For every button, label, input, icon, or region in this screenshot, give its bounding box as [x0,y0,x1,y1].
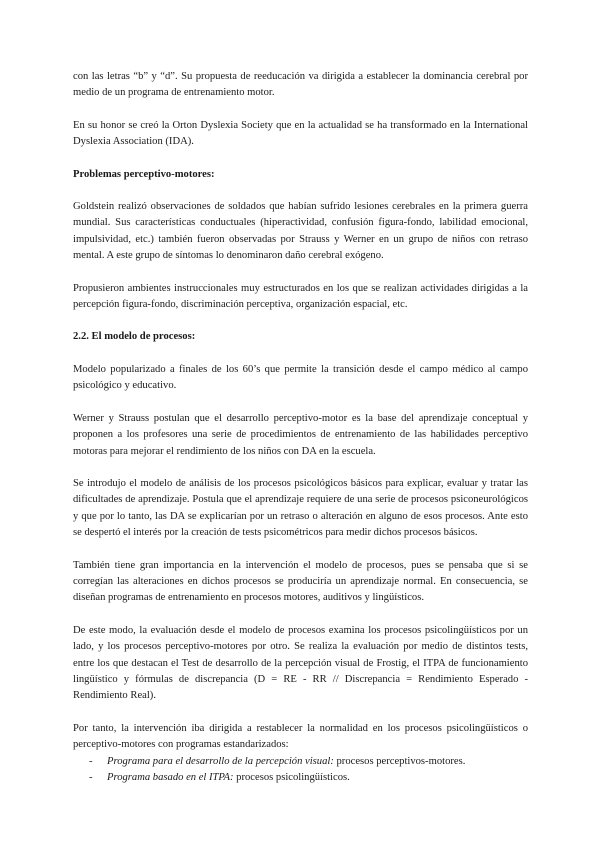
list-dash: - [89,755,93,767]
paragraph: En su honor se creó la Orton Dyslexia Society que en la actualidad se ha transformado en la International Dyslexia Association (IDA). [73,119,528,148]
paragraph: Goldstein realizó observaciones de soldados que habían sufrido lesiones cerebrales en la primera guerra mundial. Sus características conductuales (hiperactividad, confusión figura-fondo, labilidad emocional, impulsividad, etc.) también fueron observadas por Strauss y Werner en un grupo de niños con retraso mental. A este grupo de síntomas lo denominaron daño cerebral exógeno. [73,201,528,262]
paragraph: Werner y Strauss postulan que el desarrollo perceptivo-motor es la base del aprendizaje conceptual y proponen a los profesores una serie de procedimientos de entrenamiento de las habilidades perceptivo motoras para mejorar el rendimiento de los niños con DA en la escuela. [73,412,528,457]
program-title: Programa para el desarrollo de la percepción visual: [107,755,334,767]
paragraph: Modelo popularizado a finales de los 60’s que permite la transición desde el campo médico al campo psicológico y educativo. [73,363,528,392]
paragraph: con las letras “b” y “d”. Su propuesta de reeducación va dirigida a establecer la dominancia cerebral por medio de un programa de entrenamiento motor. [73,71,528,99]
program-title: Programa basado en el ITPA: [107,772,234,783]
program-description: procesos perceptivos-motores. [333,755,466,767]
paragraph: De este modo, la evaluación desde el modelo de procesos examina los procesos psicolingüísticos por un lado, y los procesos perceptivo-motores por otro. Se realiza la evaluación por medio de distintos tests, entre los que destacan el Test de desarrollo de la percepción visual de Frostig, el ITPA de funcionamiento lingüístico y fórmulas de discrepancia (D = RE - RR // Discrepancia = Rendimiento Esperado - Rendimiento Real). [73,624,528,702]
paragraph: Por tanto, la intervención iba dirigida a restablecer la normalidad en los procesos psicolingüísticos o perceptivo-motores con programas estandarizados: [73,722,528,751]
program-description: procesos psicolingüísticos. [233,772,350,783]
paragraph: También tiene gran importancia en la intervención el modelo de procesos, pues se pensaba que si se corregían las alteraciones en dichos procesos se produciría un aprendizaje normal. En consecuencia, se diseñan programas de entrenamiento en procesos motores, auditivos y lingüísticos. [73,559,528,604]
document-body [73,69,528,786]
section-heading: Problemas perceptivo-motores: [73,168,215,180]
paragraph: Propusieron ambientes instruccionales muy estructurados en los que se realizan actividades dirigidas a la percepción figura-fondo, discriminación perceptiva, organización espacial, etc. [73,282,528,311]
list-item [73,770,528,786]
section-heading: 2.2. El modelo de procesos: [73,331,196,343]
paragraph: Se introdujo el modelo de análisis de los procesos psicológicos básicos para explicar, evaluar y tratar las dificultades de aprendizaje. Postula que el aprendizaje requiere de una serie de procesos psiconeurológicos y que por lo tanto, las DA se explicarían por un retraso o alteración en alguno de esos procesos. Ante esto se despertó el interés por la creación de tests psicométricos para medir dichos procesos básicos. [73,477,528,539]
list-item [73,754,528,770]
program-list [73,754,528,787]
list-dash: - [89,772,93,783]
